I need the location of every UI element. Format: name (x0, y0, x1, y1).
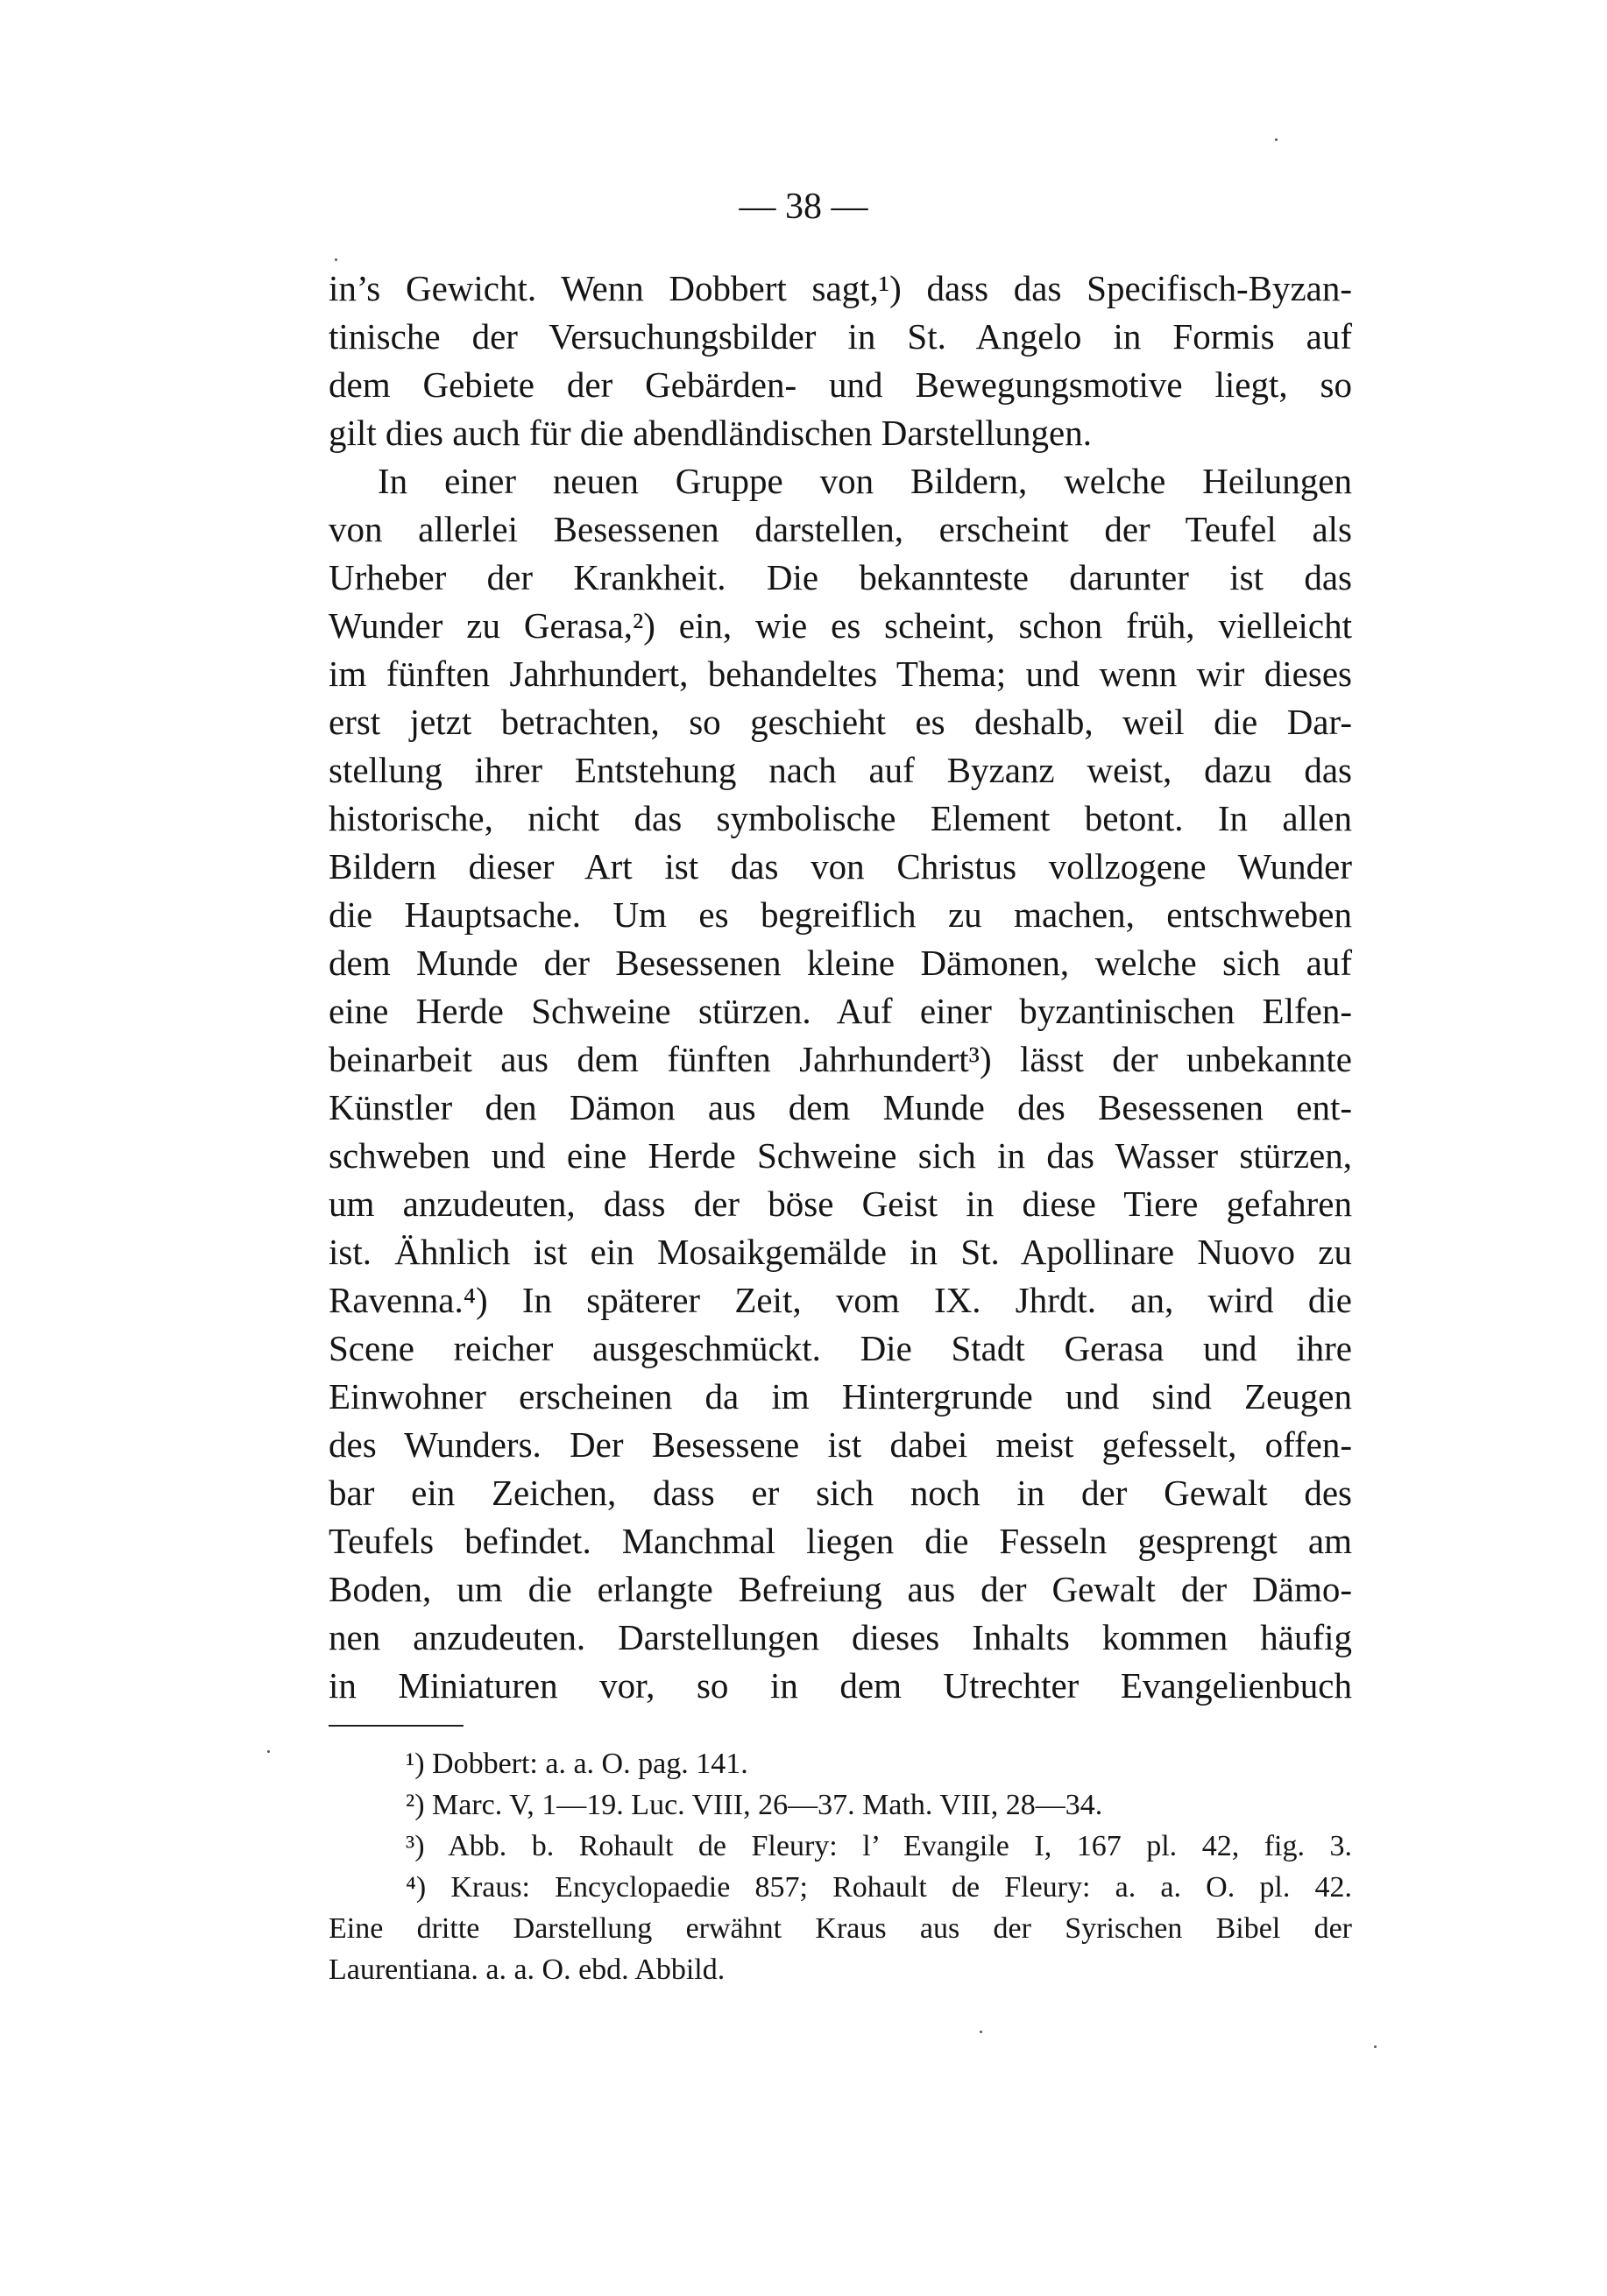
body-line: Boden, um die erlangte Befreiung aus der Gewalt der Dämo- (329, 1569, 1352, 1609)
body-line: Teufels befindet. Manchmal liegen die Fesseln gesprengt am (329, 1521, 1352, 1561)
body-line: von allerlei Besessenen darstellen, erscheint der Teufel als (329, 509, 1352, 549)
body-line: nen anzudeuten. Darstellungen dieses Inhalts kommen häufig (329, 1617, 1352, 1657)
body-line: beinarbeit aus dem fünften Jahrhundert³) lässt der unbekannte (329, 1039, 1352, 1079)
body-line: Wunder zu Gerasa,²) ein, wie es scheint, schon früh, vielleicht (329, 605, 1352, 646)
footnote-rule (329, 1725, 464, 1727)
scan-speck (267, 1750, 270, 1753)
body-line: Bildern dieser Art ist das von Christus vollzogene Wunder (329, 846, 1352, 887)
body-line: bar ein Zeichen, dass er sich noch in der Gewalt des (329, 1473, 1352, 1513)
body-line: Urheber der Krankheit. Die bekannteste darunter ist das (329, 557, 1352, 597)
footnote-line: ⁴) Kraus: Encyclopaedie 857; Rohault de Fleury: a. a. O. pl. 42. (406, 1871, 1352, 1904)
body-line: in Miniaturen vor, so in dem Utrechter Evangelienbuch (329, 1665, 1352, 1706)
body-line: Ravenna.⁴) In späterer Zeit, vom IX. Jhrdt. an, wird die (329, 1280, 1352, 1320)
body-text (329, 265, 1352, 1710)
body-line: in’s Gewicht. Wenn Dobbert sagt,¹) dass das Specifisch-Byzan- (329, 268, 1352, 308)
footnote-line: Laurentiana. a. a. O. ebd. Abbild. (329, 1953, 726, 1986)
body-line: die Hauptsache. Um es begreiflich zu machen, entschweben (329, 894, 1352, 935)
page-number: — 38 — (739, 187, 868, 227)
body-line: des Wunders. Der Besessene ist dabei meist gefesselt, offen- (329, 1424, 1352, 1465)
scan-speck (1275, 138, 1278, 141)
scan-speck (1374, 2045, 1377, 2048)
scan-speck (980, 2031, 982, 2033)
body-line: um anzudeuten, dass der böse Geist in diese Tiere gefahren (329, 1183, 1352, 1224)
body-line: dem Gebiete der Gebärden- und Bewegungsmotive liegt, so (329, 364, 1352, 405)
body-line: In einer neuen Gruppe von Bildern, welche Heilungen (378, 461, 1352, 501)
body-line: Künstler den Dämon aus dem Munde des Besessenen ent- (329, 1087, 1352, 1127)
footnotes (329, 1743, 1352, 1990)
body-line: stellung ihrer Entstehung nach auf Byzanz weist, dazu das (329, 750, 1352, 790)
footnote-line: ²) Marc. V, 1—19. Luc. VIII, 26—37. Math. VIII, 28—34. (406, 1789, 1103, 1821)
body-line: Scene reicher ausgeschmückt. Die Stadt Gerasa und ihre (329, 1328, 1352, 1368)
body-line: tinische der Versuchungsbilder in St. Angelo in Formis auf (329, 316, 1352, 357)
footnote-line: Eine dritte Darstellung erwähnt Kraus aus der Syrischen Bibel der (329, 1912, 1352, 1945)
body-line: gilt dies auch für die abendländischen Darstellungen. (329, 413, 1092, 453)
body-line: historische, nicht das symbolische Element betont. In allen (329, 798, 1352, 838)
footnote-line: ³) Abb. b. Rohault de Fleury: l’ Evangile I, 167 pl. 42, fig. 3. (406, 1830, 1352, 1862)
scan-speck (335, 258, 337, 261)
body-line: erst jetzt betrachten, so geschieht es deshalb, weil die Dar- (329, 702, 1352, 742)
footnote-line: ¹) Dobbert: a. a. O. pag. 141. (406, 1748, 748, 1780)
body-line: eine Herde Schweine stürzen. Auf einer byzantinischen Elfen- (329, 991, 1352, 1031)
body-line: schweben und eine Herde Schweine sich in das Wasser stürzen, (329, 1135, 1352, 1176)
body-line: Einwohner erscheinen da im Hintergrunde und sind Zeugen (329, 1376, 1352, 1416)
body-line: im fünften Jahrhundert, behandeltes Thema; und wenn wir dieses (329, 653, 1352, 694)
body-line: dem Munde der Besessenen kleine Dämonen, welche sich auf (329, 943, 1352, 983)
body-line: ist. Ähnlich ist ein Mosaikgemälde in St. Apollinare Nuovo zu (329, 1232, 1352, 1272)
